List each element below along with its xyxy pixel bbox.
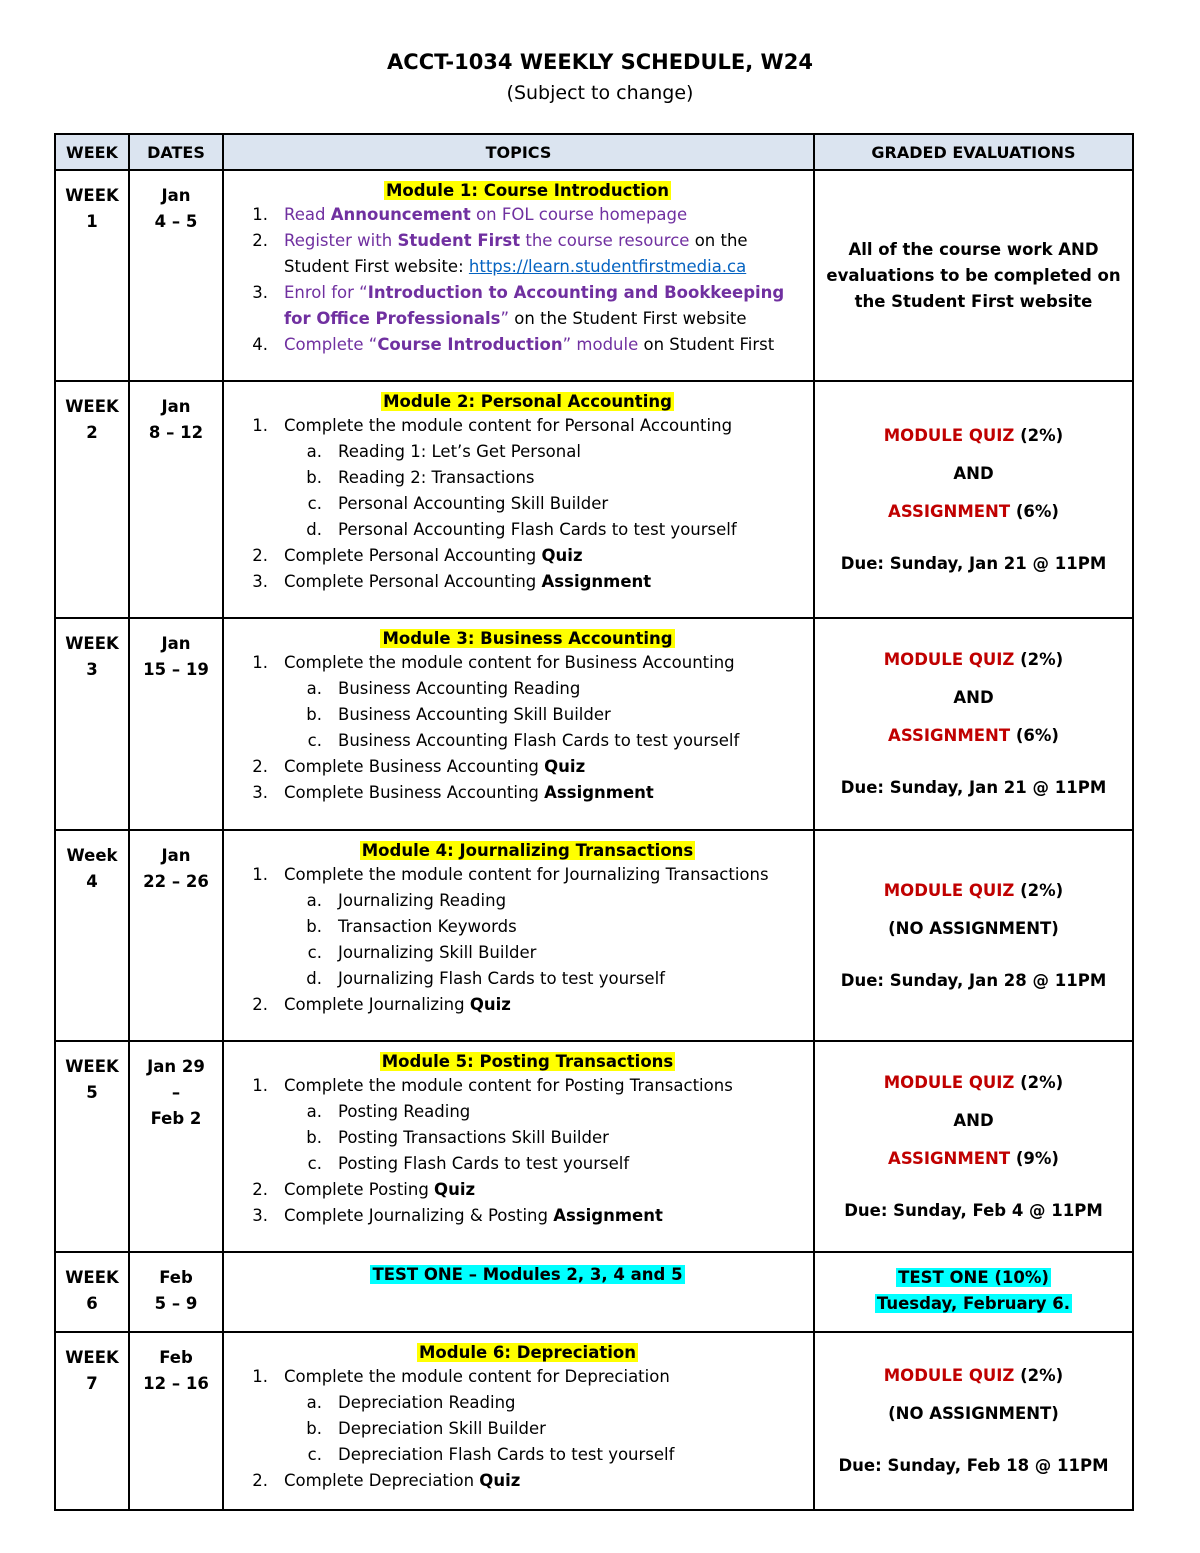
- assignment-label: ASSIGNMENT: [888, 726, 1011, 745]
- topic-list: [248, 1073, 807, 1229]
- topic-list: [248, 202, 807, 358]
- evaluation-cell: MODULE QUIZ (2%) AND ASSIGNMENT (9%) Due: Sunday, Feb 4 @ 11PM: [814, 1041, 1133, 1252]
- list-item: c. Journalizing Skill Builder: [307, 943, 537, 962]
- module-heading: Module 1: Course Introduction: [385, 181, 670, 200]
- table-row: [55, 1332, 1133, 1510]
- list-item: c. Business Accounting Flash Cards to test yourself: [307, 731, 740, 750]
- topics-cell: [223, 618, 814, 830]
- list-item: b. Posting Transactions Skill Builder: [306, 1128, 609, 1147]
- table-row: [55, 618, 1133, 830]
- header-row: [55, 134, 1133, 170]
- week-cell: WEEK 5: [55, 1041, 129, 1252]
- document-title: ACCT-1034 WEEKLY SCHEDULE, W24: [387, 50, 813, 74]
- schedule-table: [54, 133, 1134, 1511]
- test-heading: TEST ONE – Modules 2, 3, 4 and 5: [372, 1265, 683, 1284]
- table-row: [55, 1041, 1133, 1252]
- header-dates: DATES: [129, 134, 223, 170]
- list-item: 4. Complete “Course Introduction” module on Student First: [252, 335, 775, 354]
- topics-cell: [223, 381, 814, 618]
- header-graded-evaluations: GRADED EVALUATIONS: [814, 134, 1133, 170]
- list-item: b. Depreciation Skill Builder: [306, 1419, 546, 1438]
- dates-cell: Jan 8 – 12: [129, 381, 223, 618]
- topic-list: [248, 650, 807, 806]
- quiz-label: MODULE QUIZ: [883, 880, 1015, 900]
- due-date: Due: Sunday, Jan 21 @ 11PM: [840, 553, 1107, 573]
- header-topics: TOPICS: [223, 134, 814, 170]
- list-item: 3. Enrol for “Introduction to Accounting and Bookkeeping for Office Professionals” on the Student First website: [252, 283, 785, 328]
- table-row: [55, 830, 1133, 1041]
- list-item: a. Business Accounting Reading: [306, 679, 581, 698]
- list-item: 1. Complete the module content for Depreciation a. Depreciation Reading b. Depreciation Skill Builder c. Depreciation Flash Cards to test yourself: [248, 1364, 807, 1468]
- dates-cell: Feb 12 – 16: [129, 1332, 223, 1510]
- week-cell: WEEK 3: [55, 618, 129, 830]
- table-row: [55, 170, 1133, 381]
- evaluation-cell: All of the course work AND evaluations to be completed on the Student First website: [814, 170, 1133, 381]
- list-item: d. Journalizing Flash Cards to test yourself: [306, 969, 665, 988]
- topics-cell: [223, 1252, 814, 1332]
- dates-cell: Jan 4 – 5: [129, 170, 223, 381]
- quiz-label: MODULE QUIZ: [883, 425, 1015, 445]
- list-item: d. Personal Accounting Flash Cards to test yourself: [306, 520, 737, 539]
- dates-cell: Jan 22 – 26: [129, 830, 223, 1041]
- module-heading: Module 4: Journalizing Transactions: [361, 841, 694, 860]
- list-item: 1. Complete the module content for Business Accounting a. Business Accounting Reading b. Business Accounting Skill Builder c. Business Accounting Flash Cards to test yourself: [248, 650, 807, 754]
- due-date: Due: Sunday, Jan 21 @ 11PM: [840, 778, 1107, 797]
- quiz-label: MODULE QUIZ: [883, 1366, 1015, 1385]
- test-date: Tuesday, February 6.: [876, 1294, 1071, 1313]
- topic-list: [248, 862, 807, 1018]
- list-item: 3. Complete Personal Accounting Assignment: [252, 572, 652, 591]
- module-heading: Module 3: Business Accounting: [382, 629, 673, 648]
- list-item: b. Reading 2: Transactions: [306, 468, 535, 487]
- list-item: c. Posting Flash Cards to test yourself: [307, 1154, 630, 1173]
- list-item: 2. Register with Student First the course resource on the Student First website: https://learn.studentfirstmedia.ca: [252, 231, 748, 276]
- list-item: b. Business Accounting Skill Builder: [306, 705, 611, 724]
- list-item: 2. Complete Depreciation Quiz: [252, 1471, 521, 1490]
- topic-list: [248, 1364, 807, 1494]
- list-item: 2. Complete Posting Quiz: [252, 1180, 476, 1199]
- topic-list: [248, 413, 807, 595]
- list-item: b. Transaction Keywords: [306, 917, 517, 936]
- dates-cell: Feb 5 – 9: [129, 1252, 223, 1332]
- header-week: WEEK: [55, 134, 129, 170]
- due-date: Due: Sunday, Jan 28 @ 11PM: [840, 970, 1107, 990]
- list-item: 2. Complete Personal Accounting Quiz: [252, 546, 583, 565]
- topics-cell: [223, 1041, 814, 1252]
- list-item: a. Reading 1: Let’s Get Personal: [306, 442, 581, 461]
- table-row: [55, 381, 1133, 618]
- evaluation-cell: MODULE QUIZ (2%) (NO ASSIGNMENT) Due: Sunday, Jan 28 @ 11PM: [814, 830, 1133, 1041]
- topics-cell: [223, 170, 814, 381]
- topics-cell: [223, 1332, 814, 1510]
- student-first-link[interactable]: https://learn.studentfirstmedia.ca: [468, 257, 747, 276]
- list-item: 3. Complete Journalizing & Posting Assignment: [252, 1206, 663, 1225]
- module-heading: Module 5: Posting Transactions: [381, 1052, 674, 1071]
- week-cell: WEEK 7: [55, 1332, 129, 1510]
- list-item: 2. Complete Business Accounting Quiz: [252, 757, 586, 776]
- week-cell: WEEK 1: [55, 170, 129, 381]
- list-item: a. Journalizing Reading: [306, 891, 507, 910]
- list-item: 2. Complete Journalizing Quiz: [252, 995, 511, 1014]
- week-cell: Week 4: [55, 830, 129, 1041]
- list-item: 1. Read Announcement on FOL course homepage: [252, 205, 688, 224]
- week-cell: WEEK 6: [55, 1252, 129, 1332]
- assignment-label: ASSIGNMENT: [888, 1148, 1011, 1168]
- list-item: c. Personal Accounting Skill Builder: [307, 494, 609, 513]
- evaluation-cell: [814, 1252, 1133, 1332]
- due-date: Due: Sunday, Feb 18 @ 11PM: [838, 1456, 1109, 1475]
- list-item: a. Depreciation Reading: [306, 1393, 516, 1412]
- table-row: [55, 1252, 1133, 1332]
- due-date: Due: Sunday, Feb 4 @ 11PM: [844, 1200, 1103, 1220]
- quiz-label: MODULE QUIZ: [883, 1072, 1015, 1092]
- topics-cell: [223, 830, 814, 1041]
- evaluation-cell: MODULE QUIZ (2%) (NO ASSIGNMENT) Due: Sunday, Feb 18 @ 11PM: [814, 1332, 1133, 1510]
- list-item: 3. Complete Business Accounting Assignment: [252, 783, 654, 802]
- evaluation-cell: MODULE QUIZ (2%) AND ASSIGNMENT (6%) Due: Sunday, Jan 21 @ 11PM: [814, 618, 1133, 830]
- dates-cell: Jan 15 – 19: [129, 618, 223, 830]
- evaluation-cell: MODULE QUIZ (2%) AND ASSIGNMENT (6%) Due: Sunday, Jan 21 @ 11PM: [814, 381, 1133, 618]
- document-subtitle: (Subject to change): [506, 82, 694, 104]
- test-weight: TEST ONE (10%): [898, 1268, 1049, 1287]
- list-item: 1. Complete the module content for Personal Accounting a. Reading 1: Let’s Get Personal b. Reading 2: Transactions c. Personal Accounting Skill Builder d. Personal Accounting Flash Cards to test yourself: [248, 413, 807, 543]
- week-cell: WEEK 2: [55, 381, 129, 618]
- module-heading: Module 2: Personal Accounting: [383, 392, 672, 411]
- quiz-label: MODULE QUIZ: [883, 650, 1015, 669]
- list-item: 1. Complete the module content for Posting Transactions a. Posting Reading b. Posting Transactions Skill Builder c. Posting Flash Cards to test yourself: [248, 1073, 807, 1177]
- list-item: c. Depreciation Flash Cards to test yourself: [307, 1445, 675, 1464]
- assignment-label: ASSIGNMENT: [888, 501, 1011, 521]
- dates-cell: Jan 29 – Feb 2: [129, 1041, 223, 1252]
- module-heading: Module 6: Depreciation: [419, 1343, 636, 1362]
- list-item: a. Posting Reading: [306, 1102, 471, 1121]
- list-item: 1. Complete the module content for Journalizing Transactions a. Journalizing Reading b. Transaction Keywords c. Journalizing Skill Builder d. Journalizing Flash Cards to test yourself: [248, 862, 807, 992]
